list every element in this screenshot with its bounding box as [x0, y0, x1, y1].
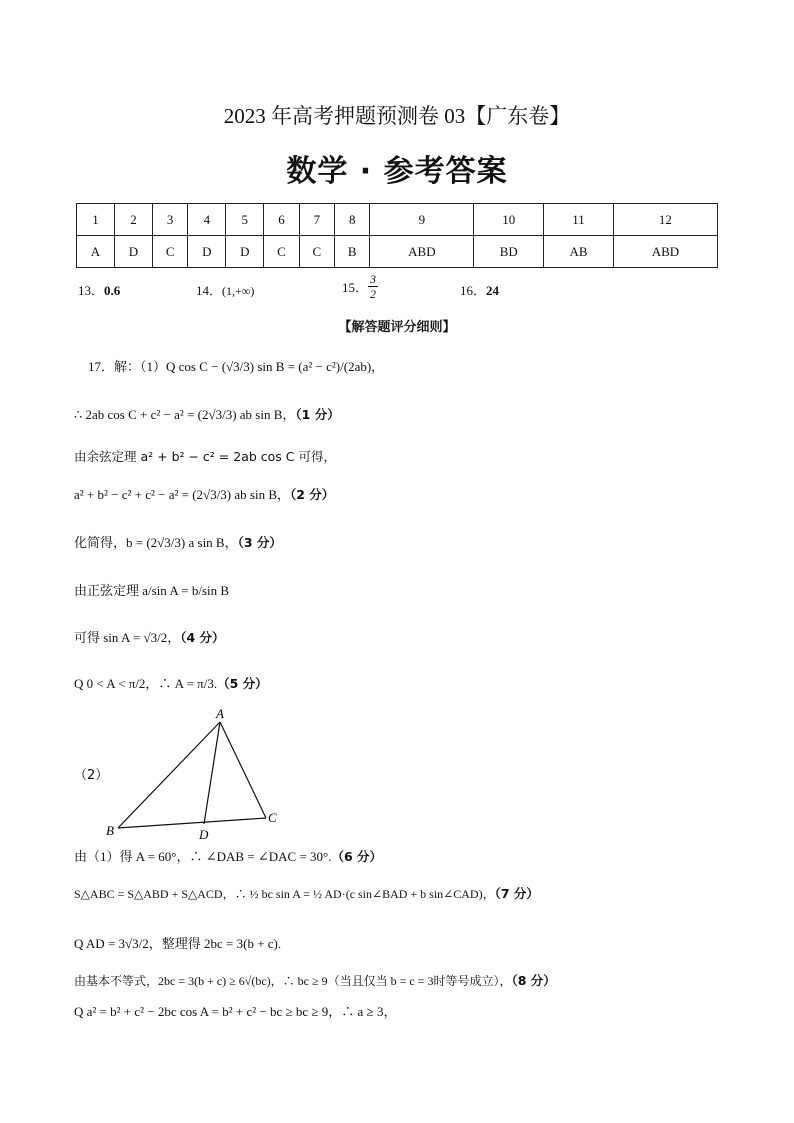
answer-cell: ABD	[613, 236, 717, 268]
solution-line-4	[74, 484, 334, 503]
fraction-denominator: 2	[370, 287, 377, 301]
fill-in-answers	[78, 272, 718, 308]
solution-line-12	[74, 971, 556, 989]
answer-table-answer-row	[77, 236, 718, 268]
solution-line-6: 由正弦定理 a/sin A = b/sin B	[74, 583, 230, 598]
solution-line-11: Q AD = 3√3/2，整理得 2bc = 3(b + c).	[74, 936, 282, 951]
vertex-label-c: C	[268, 810, 277, 825]
fill-in-q16-label: 16．	[460, 283, 487, 298]
score-marker: （6 分）	[331, 849, 383, 864]
solution-line-1: 17．解：（1）Q cos C − (√3/3) sin B = (a² − c²)/(2ab)，	[88, 359, 385, 374]
question-number-cell: 3	[152, 204, 187, 236]
answer-cell: C	[299, 236, 334, 268]
question-number-cell: 5	[226, 204, 264, 236]
solution-line-4-expr: a² + b² − c² + c² − a² = (2√3/3) ab sin B，	[74, 487, 290, 502]
solution-line-3: 由余弦定理 a² + b² − c² = 2ab cos C 可得，	[74, 449, 336, 464]
vertex-label-b: B	[106, 823, 114, 838]
fill-in-q13-value: 0.6	[104, 283, 121, 298]
question-number-cell: 10	[474, 204, 544, 236]
answer-table-number-row	[77, 204, 718, 236]
solution-line-2	[74, 404, 340, 423]
side-ac	[220, 722, 266, 818]
question-number-cell: 11	[544, 204, 614, 236]
score-marker: （7 分）	[494, 886, 539, 901]
solution-line-9-expr: 由（1）得 A = 60°，∴ ∠DAB = ∠DAC = 30°.	[74, 849, 332, 864]
question-number-cell: 8	[335, 204, 370, 236]
question-number-cell: 9	[370, 204, 474, 236]
fill-in-q15-label: 15．	[342, 280, 369, 295]
section-title: 【解答题评分细则】	[338, 320, 456, 335]
fill-in-q13	[78, 280, 120, 299]
solution-line-8-expr: Q 0 < A < π/2，∴ A = π/3.	[74, 676, 218, 691]
question-number-cell: 7	[299, 204, 334, 236]
solution-line-10-expr: S△ABC = S△ABD + S△ACD，∴ ½ bc sin A = ½ AD·(c sin∠BAD + b sin∠CAD)，	[74, 887, 495, 901]
score-marker: （5 分）	[217, 676, 268, 691]
question-number-cell: 12	[613, 204, 717, 236]
answer-cell: AB	[544, 236, 614, 268]
solution-line-13: Q a² = b² + c² − 2bc cos A = b² + c² − bc ≥ bc ≥ 9，∴ a ≥ 3，	[74, 1004, 397, 1019]
question-number-cell: 1	[77, 204, 115, 236]
solution-line-10	[74, 884, 539, 902]
fill-in-q14-value: (1,+∞)	[222, 284, 255, 298]
answer-cell: C	[152, 236, 187, 268]
solution-line-5-expr: 化简得，b = (2√3/3) a sin B，	[74, 535, 238, 550]
question-number-cell: 2	[114, 204, 152, 236]
side-bc	[118, 818, 266, 828]
fill-in-q14-label: 14．	[196, 283, 223, 298]
solution-line-7	[74, 627, 225, 646]
solution-line-5	[74, 532, 282, 551]
answer-cell: D	[114, 236, 152, 268]
answer-cell: D	[226, 236, 264, 268]
fill-in-q15-fraction	[368, 272, 378, 301]
fill-in-q14	[196, 280, 254, 299]
segment-ad	[204, 722, 220, 824]
score-marker: （2 分）	[290, 487, 335, 502]
fraction-numerator: 3	[370, 272, 377, 286]
solution-line-9	[74, 846, 382, 865]
fill-in-q16-value: 24	[486, 283, 500, 298]
fill-in-q15	[342, 272, 378, 301]
answer-cell: D	[188, 236, 226, 268]
side-ab	[118, 722, 220, 828]
document-title: 2023 年高考押题预测卷 03【广东卷】	[223, 104, 571, 128]
question-number-cell: 4	[188, 204, 226, 236]
answer-cell: B	[335, 236, 370, 268]
score-marker: （4 分）	[180, 630, 225, 645]
fill-in-q16	[460, 280, 499, 299]
score-marker: （1 分）	[295, 407, 340, 422]
part-2-label: （2）	[74, 768, 109, 783]
score-marker: （8 分）	[511, 973, 556, 988]
solution-line-7-expr: 可得 sin A = √3/2，	[74, 630, 181, 645]
vertex-label-a: A	[216, 706, 224, 721]
solution-line-12-expr: 由基本不等式，2bc = 3(b + c) ≥ 6√(bc)，∴ bc ≥ 9（当且仅当 b = c = 3时等号成立），	[74, 974, 512, 988]
question-number-cell: 6	[264, 204, 299, 236]
answer-cell: ABD	[370, 236, 474, 268]
document-subtitle: 数学 · 参考答案	[286, 154, 508, 189]
answer-cell: C	[264, 236, 299, 268]
triangle-diagram	[100, 700, 300, 845]
answer-cell: A	[77, 236, 115, 268]
answer-cell: BD	[474, 236, 544, 268]
fill-in-q13-label: 13．	[78, 283, 105, 298]
solution-line-2-expr: ∴ 2ab cos C + c² − a² = (2√3/3) ab sin B，	[74, 407, 296, 422]
score-marker: （3 分）	[237, 535, 282, 550]
answer-table	[76, 203, 718, 268]
solution-line-8	[74, 673, 268, 692]
vertex-label-d: D	[199, 827, 209, 842]
